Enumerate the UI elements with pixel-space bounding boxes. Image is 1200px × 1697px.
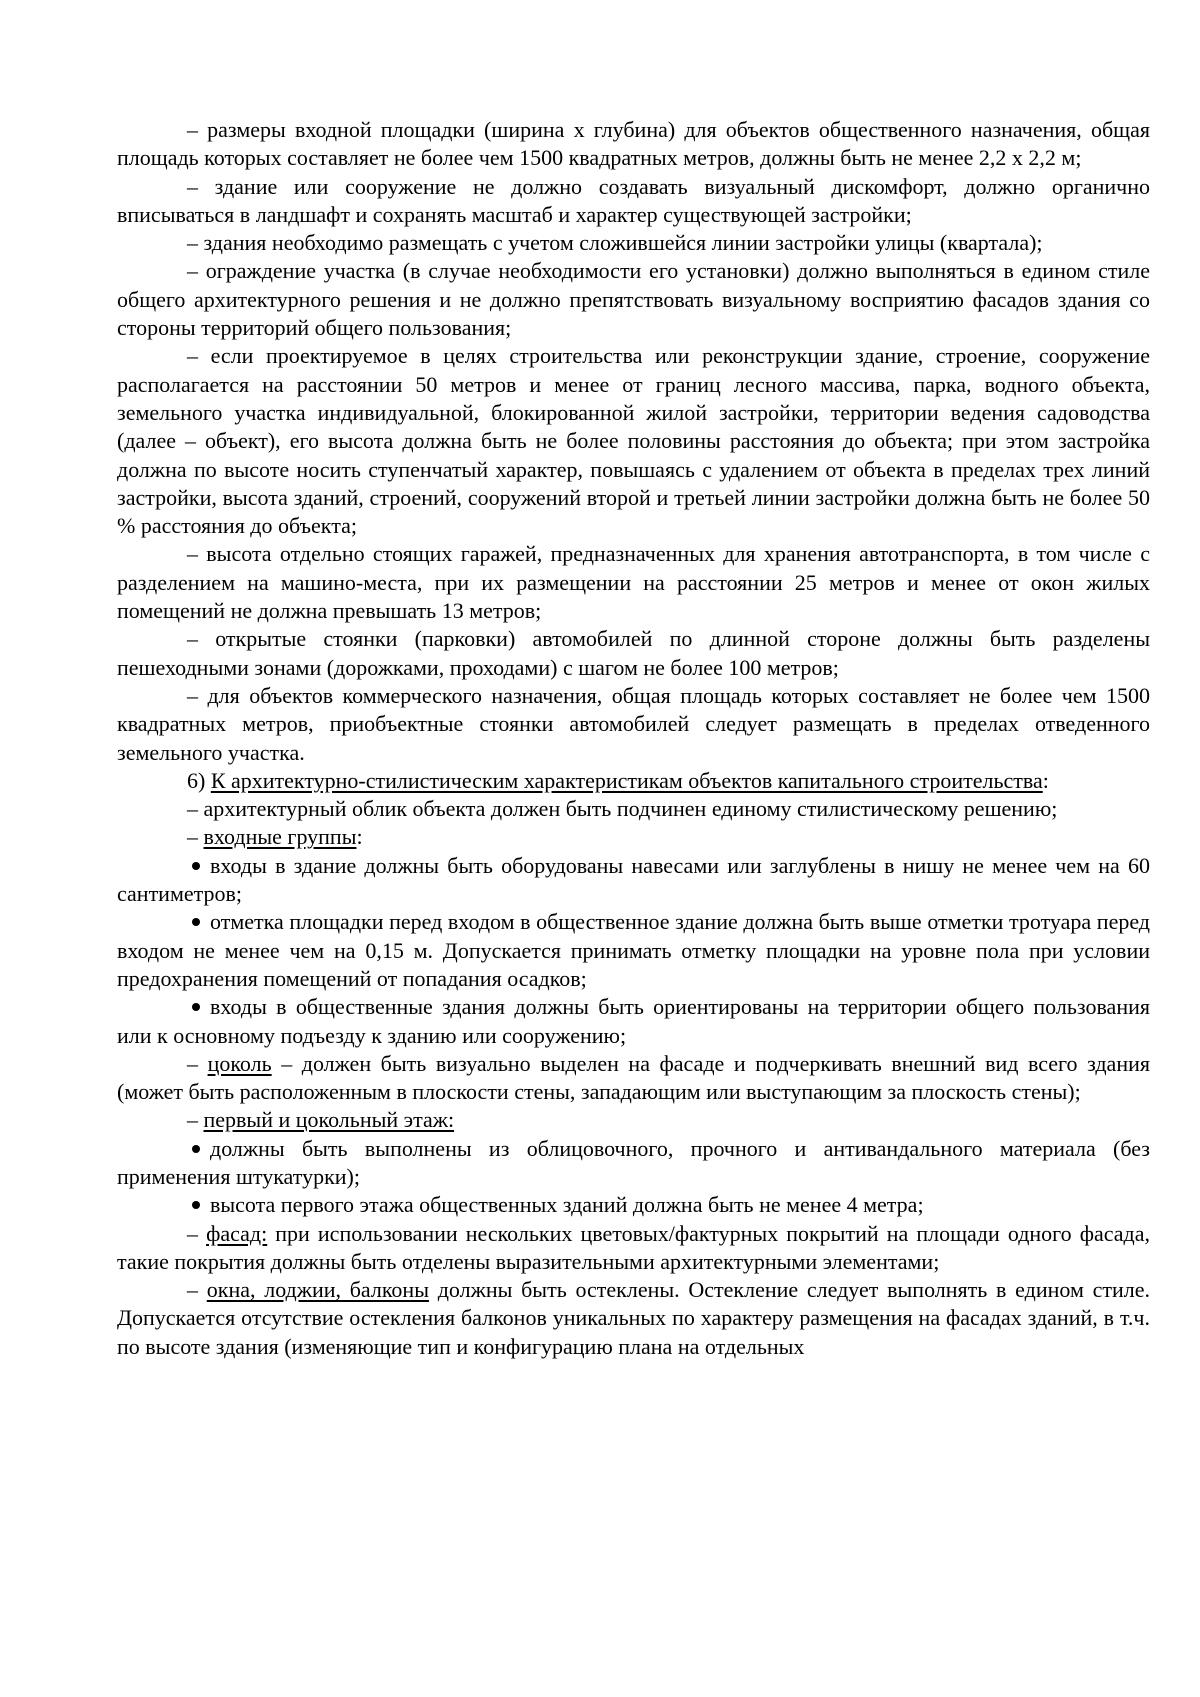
bullet-text: входы в общественные здания должны быть ориентированы на территории общего пользования или к основному подъезду к зданию или сооружению; (117, 994, 1150, 1048)
document-page (117, 116, 1150, 1361)
group-windows-title: окна, лоджии, балконы (206, 1277, 429, 1303)
group-first-floor-heading (117, 1106, 1150, 1134)
paragraph-entrance-platform-size: – размеры входной площадки (ширина х глубина) для объектов общественного назначения, общая площадь которых составляет не более чем 1500 квадратных метров, должны быть не менее 2,2 х 2,2 м; (117, 117, 1150, 171)
group-entrance-heading (117, 823, 1150, 851)
group-facade-title: фасад: (206, 1220, 268, 1246)
dash-marker: – (187, 1050, 198, 1076)
group-windows-text: должны быть остеклены. Остекление следует выполнять в едином стиле. Допускается отсутствие остекления балконов уникальных по характеру размещения на фасадах зданий, в т.ч. по высоте здания (изменяющие тип и конфигурацию плана на отдельных (117, 1277, 1151, 1359)
paragraph-fencing: – ограждение участка (в случае необходимости его установки) должно выполняться в едином стиле общего архитектурного решения и не должно препятствовать визуальному восприятию фасадов здания со стороны территорий общего пользования; (117, 258, 1150, 341)
bullet-text: отметка площадки перед входом в общественное здание должна быть выше отметки тротуара перед входом не менее чем на 0,15 м. Допускается принимать отметку площадки на уровне пола при условии предохранения помещений от попадания осадков; (117, 909, 1150, 991)
paragraph-garage-height: – высота отдельно стоящих гаражей, предназначенных для хранения автотранспорта, в том числе с разделением на машино-места, при их размещении на расстоянии 25 метров и менее от окон жилых помещений не должна превышать 13 метров; (117, 541, 1150, 624)
bullet-item-first-floor-height (117, 1191, 1150, 1219)
bullet-icon (192, 1145, 200, 1153)
bullet-icon (192, 1201, 200, 1209)
group-plinth (117, 1050, 1150, 1107)
paragraph-building-line: – здания необходимо размещать с учетом сложившейся линии застройки улицы (квартала); (187, 230, 1043, 256)
group-facade-text: при использовании нескольких цветовых/фактурных покрытий на площади одного фасада, такие покрытия должны быть отделены выразительными архитектурными элементами; (117, 1220, 1150, 1274)
section-6-heading (117, 767, 1150, 795)
group-first-floor-title: первый и цокольный этаж: (203, 1107, 455, 1133)
bullet-item-facing-material (117, 1135, 1150, 1192)
section-6-number: 6) (187, 767, 206, 793)
bullet-icon (192, 1003, 200, 1011)
paragraph-parking-zones: – открытые стоянки (парковки) автомобилей по длинной стороне должны быть разделены пешеходными зонами (дорожками, проходами) с шагом не более 100 метров; (117, 626, 1150, 680)
paragraph-visual-comfort: – здание или сооружение не должно создавать визуальный дискомфорт, должно органично вписываться в ландшафт и сохранять масштаб и характер существующей застройки; (117, 173, 1150, 227)
group-entrance-title: входные группы (203, 824, 357, 850)
paragraph-architectural-style: – архитектурный облик объекта должен быть подчинен единому стилистическому решению; (187, 796, 1058, 822)
group-plinth-title: цоколь (207, 1050, 272, 1076)
group-facade (117, 1220, 1150, 1277)
section-6-title: К архитектурно-стилистическим характеристикам объектов капитального строительства (210, 767, 1043, 793)
dash-marker: – (187, 1107, 198, 1133)
bullet-text: входы в здание должны быть оборудованы навесами или заглублены в нишу не менее чем на 60 сантиметров; (117, 852, 1150, 907)
bullet-text: высота первого этажа общественных зданий должна быть не менее 4 метра; (210, 1192, 924, 1218)
dash-marker: – (187, 1220, 198, 1246)
bullet-item-canopies (117, 852, 1150, 909)
bullet-item-entrance-orientation (117, 993, 1150, 1050)
group-windows (117, 1276, 1150, 1361)
paragraph-height-near-objects: – если проектируемое в целях строительства или реконструкции здание, строение, сооружение располагается на расстоянии 50 метров и менее от границ лесного массива, парка, водного объекта, земельного участка индивидуальной, блокированной жилой застройки, территории ведения садоводства (далее – объект), его высота должна быть не более половины расстояния до объекта; при этом застройка должна по высоте носить ступенчатый характер, повышаясь с удалением от объекта в пределах трех линий застройки, высота зданий, строений, сооружений второй и третьей линии застройки должна быть не более 50 % расстояния до объекта; (117, 343, 1150, 539)
bullet-text: должны быть выполнены из облицовочного, прочного и антивандального материала (без применения штукатурки); (117, 1135, 1150, 1189)
dash-marker: – (187, 824, 198, 850)
bullet-icon (192, 862, 200, 870)
paragraph-commercial-parking: – для объектов коммерческого назначения, общая площадь которых составляет не более чем 1500 квадратных метров, приобъектные стоянки автомобилей следует размещать в пределах отведенного земельного участка. (117, 682, 1150, 765)
bullet-icon (192, 918, 200, 926)
bullet-item-platform-level (117, 908, 1150, 993)
group-plinth-text: – должен быть визуально выделен на фасаде и подчеркивать внешний вид всего здания (может быть расположенным в плоскости стены, западающим или выступающим за плоскость стены); (117, 1050, 1150, 1105)
group-entrance-colon: : (356, 824, 363, 850)
dash-marker: – (187, 1277, 198, 1303)
section-6-colon: : (1042, 767, 1049, 793)
